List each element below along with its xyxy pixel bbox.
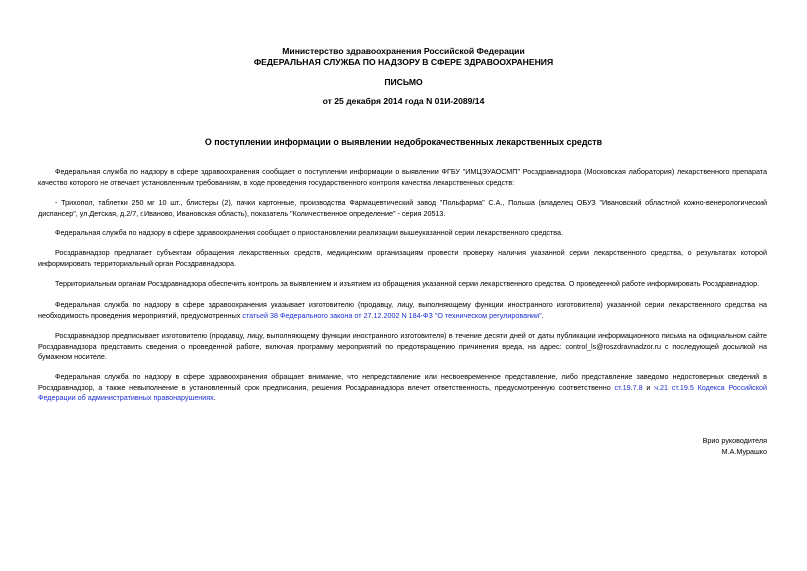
- paragraph-7: Росздравнадзор предписывает изготовителю (продавцу, лицу, выполняющему функции иностранного изготовителя) в течение десяти дней от даты публикации информационного письма на официальном сайте Росздравнадзора представить сведения о проведенной работе, включая программу мероприятий по предотвращению причинения вреда, на адрес: control_ls@roszdravnadzor.ru с последующей досылкой на бумажном носителе.: [38, 331, 767, 362]
- document-type: ПИСЬМО: [384, 77, 423, 87]
- paragraph-3: Федеральная служба по надзору в сфере здравоохранения сообщает о приостановлении реализации вышеуказанной серии лекарственного средства.: [55, 228, 564, 237]
- paragraph-8-end: .: [213, 393, 216, 403]
- article-19-5-koap-link[interactable]: ч.21 ст.19.5 Кодекса Российской Федерации об административных правонарушениях: [38, 382, 767, 403]
- article-19-7-8-link[interactable]: ст.19.7.8: [614, 382, 643, 392]
- paragraph-6-end: .: [541, 310, 544, 320]
- paragraph-6-text: Федеральная служба по надзору в сфере здравоохранения указывает изготовителю (продавцу, лицу, выполняющему функции иностранного изготовителя) указанной серии лекарственного средства на необходимость проведения мероприятий, предусмотренных: [38, 300, 767, 320]
- paragraph-4: Росздравнадзор предлагает субъектам обращения лекарственных средств, медицинским организациям провести проверку наличия указанной серии лекарственного средства, о результатах которой информировать территориальный орган Росздравнадзора.: [38, 248, 767, 268]
- ministry-name: Министерство здравоохранения Российской Федерации: [282, 46, 525, 56]
- signature-name: М.А.Мурашко: [721, 447, 767, 456]
- paragraph-2: - Трихопол, таблетки 250 мг 10 шт., блистеры (2), пачки картонные, производства Фармацевтический завод "Польфарма" С.А., Польша (владелец ОБУЗ "Ивановский областной кожно-венерологический диспансер", ул.Детская, д.2/7, г.Иваново, Ивановская область), показатель "Количественное определение" - серия 20513.: [38, 198, 767, 218]
- paragraph-1: Федеральная служба по надзору в сфере здравоохранения сообщает о поступлении информации о выявлении ФГБУ "ИМЦЭУАОСМП" Росздравнадзора (Московская лаборатория) лекарственного препарата качество которого не отвечает установленным требованиям, в ходе проведения государственного контроля качества лекарственных средств:: [38, 167, 767, 187]
- document-title: О поступлении информации о выявлении недоброкачественных лекарственных средств: [204, 137, 603, 147]
- law-184-fz-link[interactable]: статьей 38 Федерального закона от 27.12.2002 N 184-ФЗ "О техническом регулировании": [242, 310, 542, 320]
- document-date: от 25 декабря 2014 года N 01И-2089/14: [322, 96, 485, 106]
- paragraph-6: [38, 300, 767, 321]
- paragraph-8: [38, 372, 767, 404]
- service-name: ФЕДЕРАЛЬНАЯ СЛУЖБА ПО НАДЗОРУ В СФЕРЕ ЗДРАВООХРАНЕНИЯ: [253, 57, 554, 67]
- signature-position: Врио руководителя: [702, 436, 767, 445]
- paragraph-8-text: Федеральная служба по надзору в сфере здравоохранения обращает внимание, что непредставление или несвоевременное представление, либо представление заведомо недостоверных сведений в Росздравнадзор, а также невыполнение в установленный срок предписания, решения Росздравнадзора влечет ответственность, предусмотренную соответственно: [38, 372, 767, 392]
- paragraph-8-mid: и: [642, 382, 655, 392]
- paragraph-5: Территориальным органам Росздравнадзора обеспечить контроль за выявлением и изъятием из обращения указанной серии лекарственного средства. О проведенной работе информировать Росздравнадзор.: [55, 279, 760, 288]
